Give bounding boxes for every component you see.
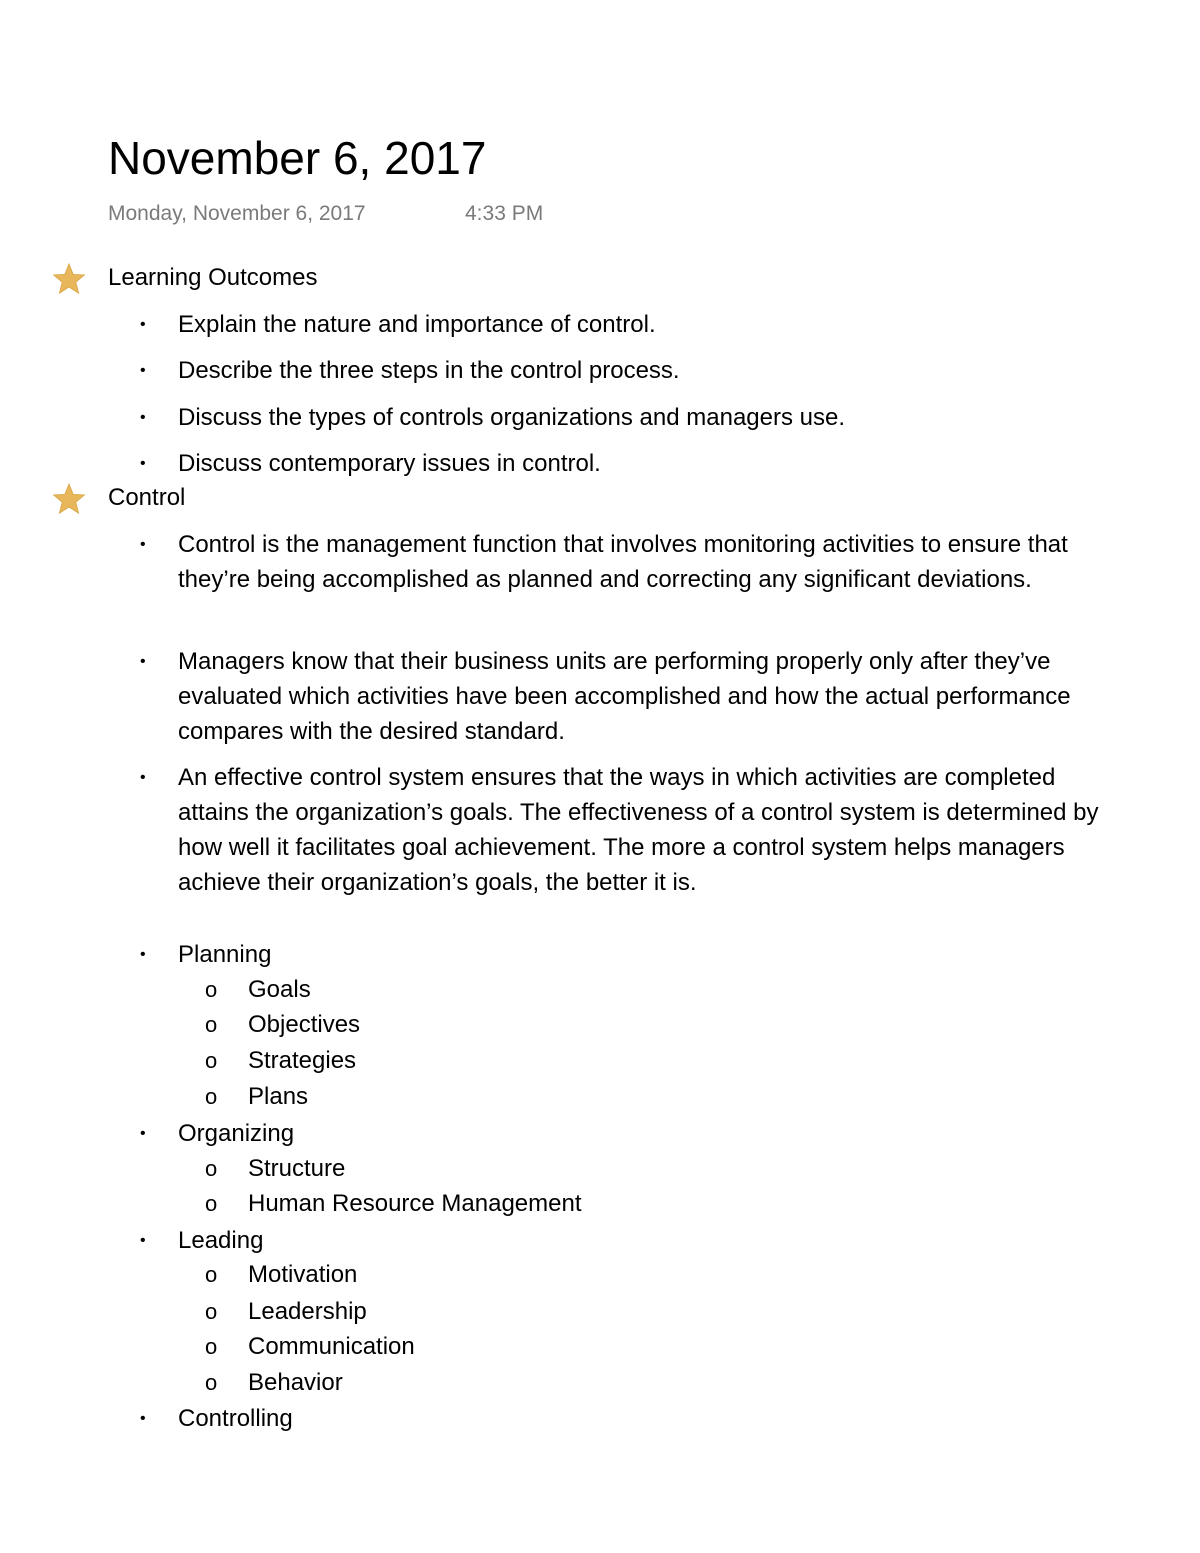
sub-list-item: Structure — [248, 1155, 346, 1182]
sub-list-item: Motivation — [248, 1261, 358, 1288]
section-heading-control: Control — [108, 484, 186, 511]
section-heading-learning-outcomes: Learning Outcomes — [108, 264, 318, 291]
bullet-marker: • — [140, 455, 146, 472]
sub-list-item: Behavior — [248, 1369, 343, 1396]
bullet-marker: • — [140, 769, 146, 786]
sub-bullet-marker: o — [205, 977, 218, 1002]
list-item-organizing: Organizing — [178, 1120, 295, 1147]
sub-list-item: Human Resource Management — [248, 1190, 582, 1217]
sub-bullet-marker: o — [205, 1156, 218, 1181]
list-item: Explain the nature and importance of control. — [178, 311, 656, 338]
sub-list-item: Objectives — [248, 1011, 361, 1038]
list-item-controlling: Controlling — [178, 1405, 293, 1432]
bullet-marker: • — [140, 1125, 146, 1142]
sub-bullet-marker: o — [205, 1012, 218, 1037]
list-item-leading: Leading — [178, 1227, 264, 1254]
bullet-marker: • — [140, 653, 146, 670]
sub-bullet-marker: o — [205, 1191, 218, 1216]
sub-bullet-marker: o — [205, 1299, 218, 1324]
bullet-marker: • — [140, 362, 146, 379]
bullet-marker: • — [140, 316, 146, 333]
list-item: Discuss the types of controls organizations and managers use. — [178, 404, 846, 431]
sub-bullet-marker: o — [205, 1370, 218, 1395]
sub-list-item: Strategies — [248, 1047, 357, 1074]
sub-list-item: Goals — [248, 976, 311, 1003]
sub-bullet-marker: o — [205, 1262, 218, 1287]
page-title: November 6, 2017 — [108, 132, 487, 184]
bullet-marker: • — [140, 946, 146, 963]
sub-bullet-marker: o — [205, 1334, 218, 1359]
page-date: Monday, November 6, 2017 — [108, 202, 366, 225]
sub-list-item: Communication — [248, 1333, 415, 1360]
list-item: Describe the three steps in the control process. — [178, 357, 680, 384]
sub-bullet-marker: o — [205, 1048, 218, 1073]
bullet-marker: • — [140, 536, 146, 553]
star-icon — [52, 482, 86, 516]
list-item: Discuss contemporary issues in control. — [178, 450, 601, 477]
star-icon — [52, 262, 86, 296]
sub-list-item: Leadership — [248, 1298, 367, 1325]
list-item: Control is the management function that involves monitoring activities to ensure that they’re being accomplished as planned and correcting any significant deviations. — [178, 531, 1068, 593]
sub-bullet-marker: o — [205, 1084, 218, 1109]
list-item-planning: Planning — [178, 941, 272, 968]
list-item: An effective control system ensures that the ways in which activities are completed attains the organization’s goals. The effectiveness of a control system is determined by how well it facilitates goal achievement. The more a control system helps managers achieve their organization’s goals, the better it is. — [178, 764, 1099, 896]
bullet-marker: • — [140, 1232, 146, 1249]
bullet-marker: • — [140, 1410, 146, 1427]
sub-list-item: Plans — [248, 1083, 309, 1110]
bullet-marker: • — [140, 409, 146, 426]
list-item: Managers know that their business units are performing properly only after they’ve evaluated which activities have been accomplished and how the actual performance compares with the desired standard. — [178, 648, 1071, 745]
page-time: 4:33 PM — [465, 202, 544, 225]
